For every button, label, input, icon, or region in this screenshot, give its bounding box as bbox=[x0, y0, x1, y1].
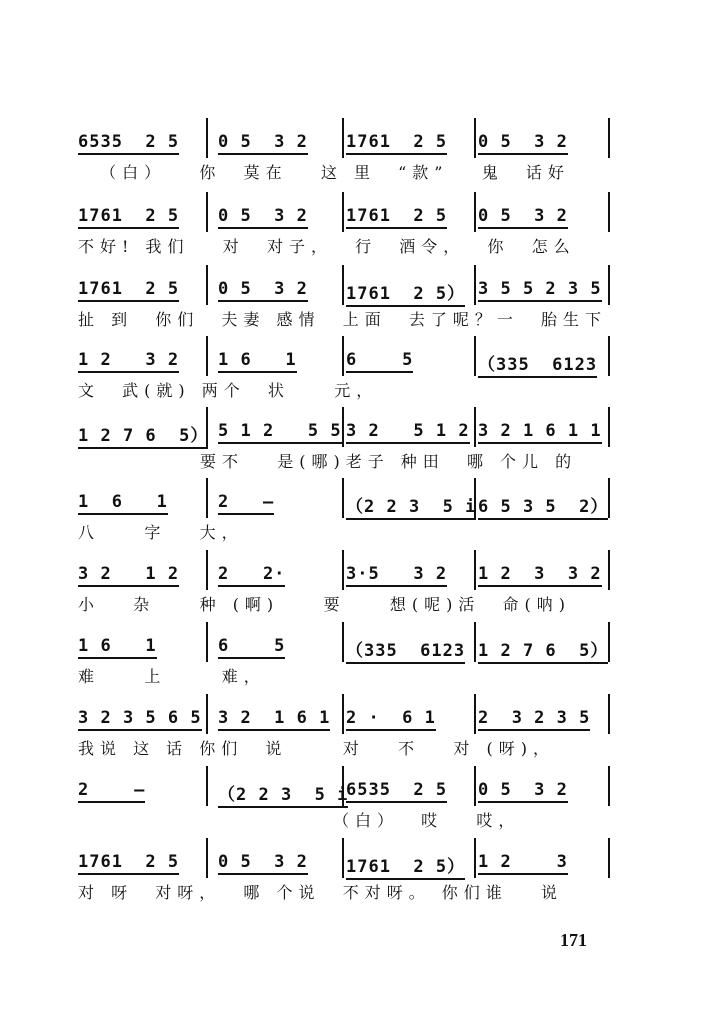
measure-notes: 1 2 3 2 bbox=[78, 350, 179, 373]
measure-notes: 1 6 1 bbox=[78, 636, 157, 659]
measure-notes: 1 2 3 bbox=[478, 852, 568, 875]
measure-row bbox=[78, 118, 618, 158]
score-system bbox=[78, 192, 618, 262]
measure-notes: 2 3 2 3 5 bbox=[478, 708, 590, 731]
score-system bbox=[78, 407, 618, 477]
bar-line bbox=[608, 118, 610, 158]
bar-line bbox=[608, 838, 610, 878]
bar-line bbox=[206, 622, 208, 662]
measure-notes: 3 5 5 2 3 5 bbox=[478, 279, 602, 302]
score-system bbox=[78, 694, 618, 764]
lyric-line: 不好! 我们 对 对子， 行 酒令， 你 怎么 bbox=[78, 237, 576, 256]
measure-notes: （2 2 3 5 i bbox=[218, 780, 348, 808]
measure-notes: 6 5 bbox=[218, 636, 285, 659]
measure-row bbox=[78, 694, 618, 734]
bar-line bbox=[474, 336, 476, 376]
bar-line bbox=[206, 550, 208, 590]
bar-line bbox=[342, 192, 344, 232]
bar-line bbox=[206, 192, 208, 232]
measure-notes: 6535 2 5 bbox=[78, 132, 179, 155]
measure-notes: （335 6123 bbox=[346, 636, 465, 664]
bar-line bbox=[342, 265, 344, 305]
measure-notes: 1 2 7 6 5） bbox=[478, 636, 608, 664]
measure-notes: 0 5 3 2 bbox=[218, 132, 308, 155]
bar-line bbox=[342, 478, 344, 518]
lyric-line: 对 呀 对呀， 哪 个说 不对呀。 你们谁 说 bbox=[78, 883, 564, 902]
bar-line bbox=[206, 694, 208, 734]
bar-line bbox=[608, 694, 610, 734]
score-system bbox=[78, 550, 618, 620]
score-system bbox=[78, 265, 618, 335]
score-system bbox=[78, 622, 618, 692]
measure-row bbox=[78, 550, 618, 590]
measure-notes: 1761 2 5 bbox=[78, 206, 179, 229]
measure-notes: 1 2 7 6 5） bbox=[78, 421, 208, 449]
measure-notes: 1 2 3 3 2 bbox=[478, 564, 602, 587]
measure-notes: 6 5 3 5 2） bbox=[478, 492, 608, 520]
score-system bbox=[78, 838, 618, 908]
bar-line bbox=[474, 407, 476, 447]
measure-notes: 3·5 3 2 bbox=[346, 564, 447, 587]
bar-line bbox=[474, 192, 476, 232]
lyric-line: 我说 这 话 你们 说 对 不 对 (呀)， bbox=[78, 739, 555, 758]
score-system bbox=[78, 118, 618, 188]
measure-notes: 3 2 5 1 2 bbox=[346, 421, 470, 444]
measure-notes: 0 5 3 2 bbox=[478, 206, 568, 229]
measure-notes: 3 2 1 6 1 bbox=[218, 708, 330, 731]
lyric-line: 小 杂 种 (啊) 要 想(呢)活 命(呐) bbox=[78, 595, 572, 614]
measure-notes: 1761 2 5） bbox=[346, 279, 465, 307]
bar-line bbox=[342, 118, 344, 158]
bar-line bbox=[474, 766, 476, 806]
bar-line bbox=[342, 622, 344, 662]
measure-notes: 3 2 3 5 6 5 bbox=[78, 708, 202, 731]
lyric-line: （白） 哎 哎， bbox=[78, 811, 521, 830]
measure-row bbox=[78, 192, 618, 232]
measure-notes: 1761 2 5 bbox=[346, 206, 447, 229]
bar-line bbox=[342, 694, 344, 734]
bar-line bbox=[342, 336, 344, 376]
page-number: 171 bbox=[560, 930, 587, 950]
measure-row bbox=[78, 622, 618, 662]
measure-notes: 2 — bbox=[78, 780, 145, 803]
measure-notes: 6535 2 5 bbox=[346, 780, 447, 803]
bar-line bbox=[206, 336, 208, 376]
lyric-line: 要不 是(哪)老子 种田 哪 个儿 的 bbox=[78, 452, 578, 471]
measure-notes: 0 5 3 2 bbox=[218, 279, 308, 302]
lyric-line: （白） 你 莫在 这 里 “款” 鬼 话好 bbox=[78, 163, 570, 182]
measure-notes: 0 5 3 2 bbox=[218, 852, 308, 875]
bar-line bbox=[474, 550, 476, 590]
measure-notes: 2 — bbox=[218, 492, 274, 515]
score-system bbox=[78, 336, 618, 406]
bar-line bbox=[608, 265, 610, 305]
bar-line bbox=[206, 478, 208, 518]
bar-line bbox=[206, 265, 208, 305]
bar-line bbox=[474, 118, 476, 158]
bar-line bbox=[206, 838, 208, 878]
measure-notes: 3 2 1 2 bbox=[78, 564, 179, 587]
measure-notes: 1 6 1 bbox=[78, 492, 168, 515]
bar-line bbox=[206, 118, 208, 158]
bar-line bbox=[474, 838, 476, 878]
measure-notes: （335 6123 bbox=[478, 350, 597, 378]
bar-line bbox=[342, 407, 344, 447]
bar-line bbox=[474, 694, 476, 734]
measure-notes: 3 2 1 6 1 1 bbox=[478, 421, 602, 444]
measure-notes: 6 5 bbox=[346, 350, 413, 373]
measure-notes: 0 5 3 2 bbox=[478, 132, 568, 155]
lyric-line: 文 武(就) 两个 状 元， bbox=[78, 381, 379, 400]
measure-notes: 2 · 6 1 bbox=[346, 708, 436, 731]
bar-line bbox=[608, 766, 610, 806]
measure-notes: 0 5 3 2 bbox=[478, 780, 568, 803]
lyric-line: 难 上 难， bbox=[78, 667, 266, 686]
measure-row bbox=[78, 407, 618, 447]
measure-row bbox=[78, 766, 618, 806]
measure-notes: 1761 2 5 bbox=[78, 279, 179, 302]
bar-line bbox=[608, 407, 610, 447]
bar-line bbox=[608, 192, 610, 232]
measure-notes: 1761 2 5 bbox=[78, 852, 179, 875]
measure-row bbox=[78, 838, 618, 878]
measure-row bbox=[78, 478, 618, 518]
measure-row bbox=[78, 336, 618, 376]
bar-line bbox=[474, 622, 476, 662]
bar-line bbox=[608, 336, 610, 376]
measure-notes: 1761 2 5 bbox=[346, 132, 447, 155]
measure-notes: 5 1 2 5 5 bbox=[218, 421, 342, 444]
score-system bbox=[78, 478, 618, 548]
lyric-line: 扯 到 你们 夫妻 感情 上面 去了呢？一 胎生下 bbox=[78, 310, 608, 329]
measure-notes: 1761 2 5） bbox=[346, 852, 465, 880]
measure-notes: （2 2 3 5 i bbox=[346, 492, 476, 520]
bar-line bbox=[474, 265, 476, 305]
bar-line bbox=[342, 550, 344, 590]
measure-row bbox=[78, 265, 618, 305]
measure-notes: 2 2· bbox=[218, 564, 285, 587]
bar-line bbox=[206, 766, 208, 806]
lyric-line: 八 字 大， bbox=[78, 523, 244, 542]
measure-notes: 1 6 1 bbox=[218, 350, 297, 373]
bar-line bbox=[608, 550, 610, 590]
score-system bbox=[78, 766, 618, 836]
measure-notes: 0 5 3 2 bbox=[218, 206, 308, 229]
bar-line bbox=[342, 838, 344, 878]
